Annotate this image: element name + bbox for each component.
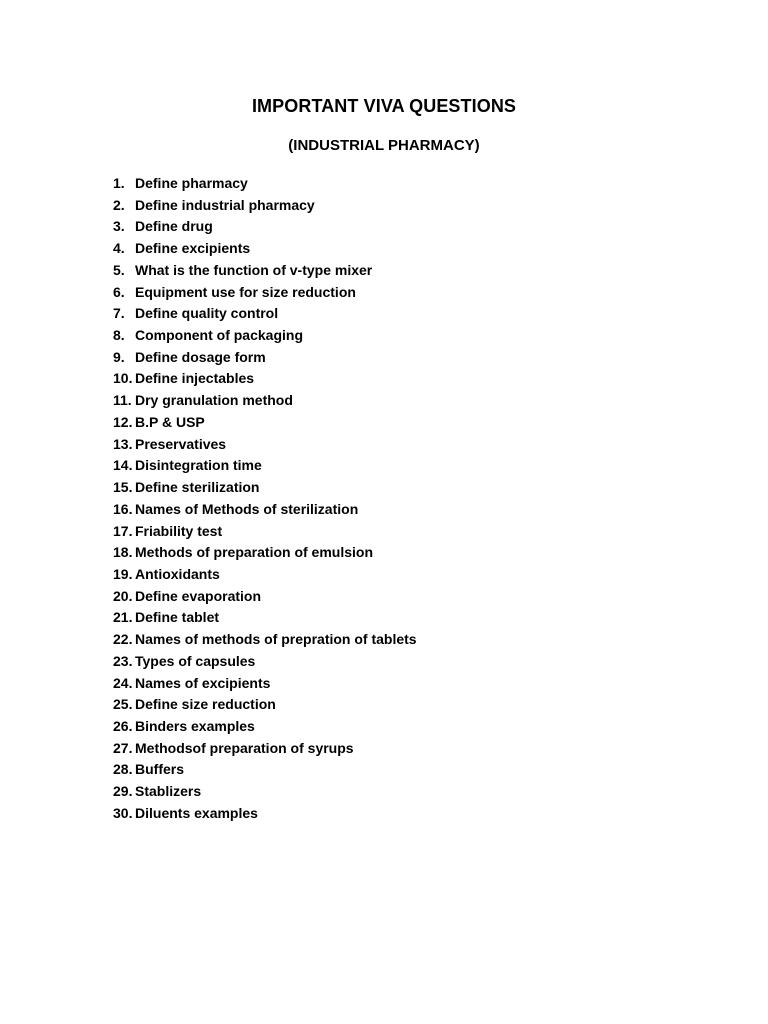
question-number: 27. [113,739,133,756]
question-item [113,238,673,260]
question-number: 4. [113,240,125,257]
question-text: B.P & USP [135,413,205,430]
question-item [113,455,673,477]
question-number: 15. [113,479,133,496]
question-item [113,499,673,521]
question-number: 29. [113,783,133,800]
question-text: Friability test [135,522,223,539]
question-text: Define size reduction [135,696,276,713]
question-number: 9. [113,348,125,365]
question-item [113,216,673,238]
question-number: 26. [113,717,133,734]
question-text: Names of excipients [135,674,271,691]
question-text: Names of Methods of sterilization [135,500,359,517]
question-text: Names of methods of prepration of tablets [135,631,417,648]
question-item [113,564,673,586]
question-text: Antioxidants [135,565,220,582]
question-number: 22. [113,631,133,648]
question-text: Define injectables [135,370,255,387]
question-number: 17. [113,522,133,539]
question-item [113,347,673,369]
question-number: 8. [113,327,125,344]
question-text: Methodsof preparation of syrups [135,739,354,756]
question-text: Dry granulation method [135,392,293,409]
question-text: Diluents examples [135,804,258,821]
question-list [113,173,673,825]
question-text: Disintegration time [135,457,262,474]
question-number: 11. [113,392,132,409]
question-item [113,521,673,543]
question-item [113,325,673,347]
question-item [113,586,673,608]
question-number: 6. [113,283,125,300]
question-item [113,781,673,803]
question-text: Define drug [135,218,213,235]
question-item [113,412,673,434]
question-text: Binders examples [135,717,255,734]
question-text: Define tablet [135,609,220,626]
question-number: 28. [113,761,133,778]
question-item [113,368,673,390]
question-item [113,803,673,825]
question-number: 24. [113,674,133,691]
question-item [113,716,673,738]
question-number: 21. [113,609,133,626]
question-number: 19. [113,565,133,582]
question-text: Define sterilization [135,479,260,496]
question-item [113,629,673,651]
question-item [113,282,673,304]
document-subtitle: (INDUSTRIAL PHARMACY) [288,137,480,154]
question-item [113,651,673,673]
question-number: 12. [113,413,133,430]
question-text: Types of capsules [135,652,256,669]
question-text: Methods of preparation of emulsion [135,544,374,561]
question-text: Component of packaging [135,327,303,344]
question-number: 5. [113,261,125,278]
question-number: 3. [113,218,125,235]
question-item [113,694,673,716]
question-text: Equipment use for size reduction [135,283,356,300]
question-text: Define excipients [135,240,251,257]
question-text: Buffers [135,761,185,778]
question-number: 10. [113,370,133,387]
question-text: Define evaporation [135,587,262,604]
question-number: 18. [113,544,133,561]
question-number: 16. [113,500,133,517]
document-title: IMPORTANT VIVA QUESTIONS [251,96,517,116]
question-item [113,673,673,695]
question-number: 14. [113,457,133,474]
question-item [113,303,673,325]
question-number: 7. [113,305,125,322]
question-item [113,542,673,564]
question-text: Define quality control [135,305,279,322]
question-text: Define dosage form [135,348,266,365]
question-number: 20. [113,587,133,604]
question-item [113,390,673,412]
question-number: 2. [113,196,125,213]
question-text: What is the function of v-type mixer [135,261,373,278]
question-text: Preservatives [135,435,227,452]
question-item [113,607,673,629]
question-item [113,477,673,499]
question-item [113,434,673,456]
question-number: 13. [113,435,133,452]
question-item [113,195,673,217]
question-text: Define industrial pharmacy [135,196,315,213]
question-text: Stablizers [135,783,202,800]
question-item [113,260,673,282]
question-item [113,173,673,195]
question-text: Define pharmacy [135,175,248,191]
question-item [113,738,673,760]
question-number: 1. [113,175,125,191]
question-number: 23. [113,652,133,669]
question-item [113,759,673,781]
question-number: 30. [113,804,133,821]
question-number: 25. [113,696,133,713]
